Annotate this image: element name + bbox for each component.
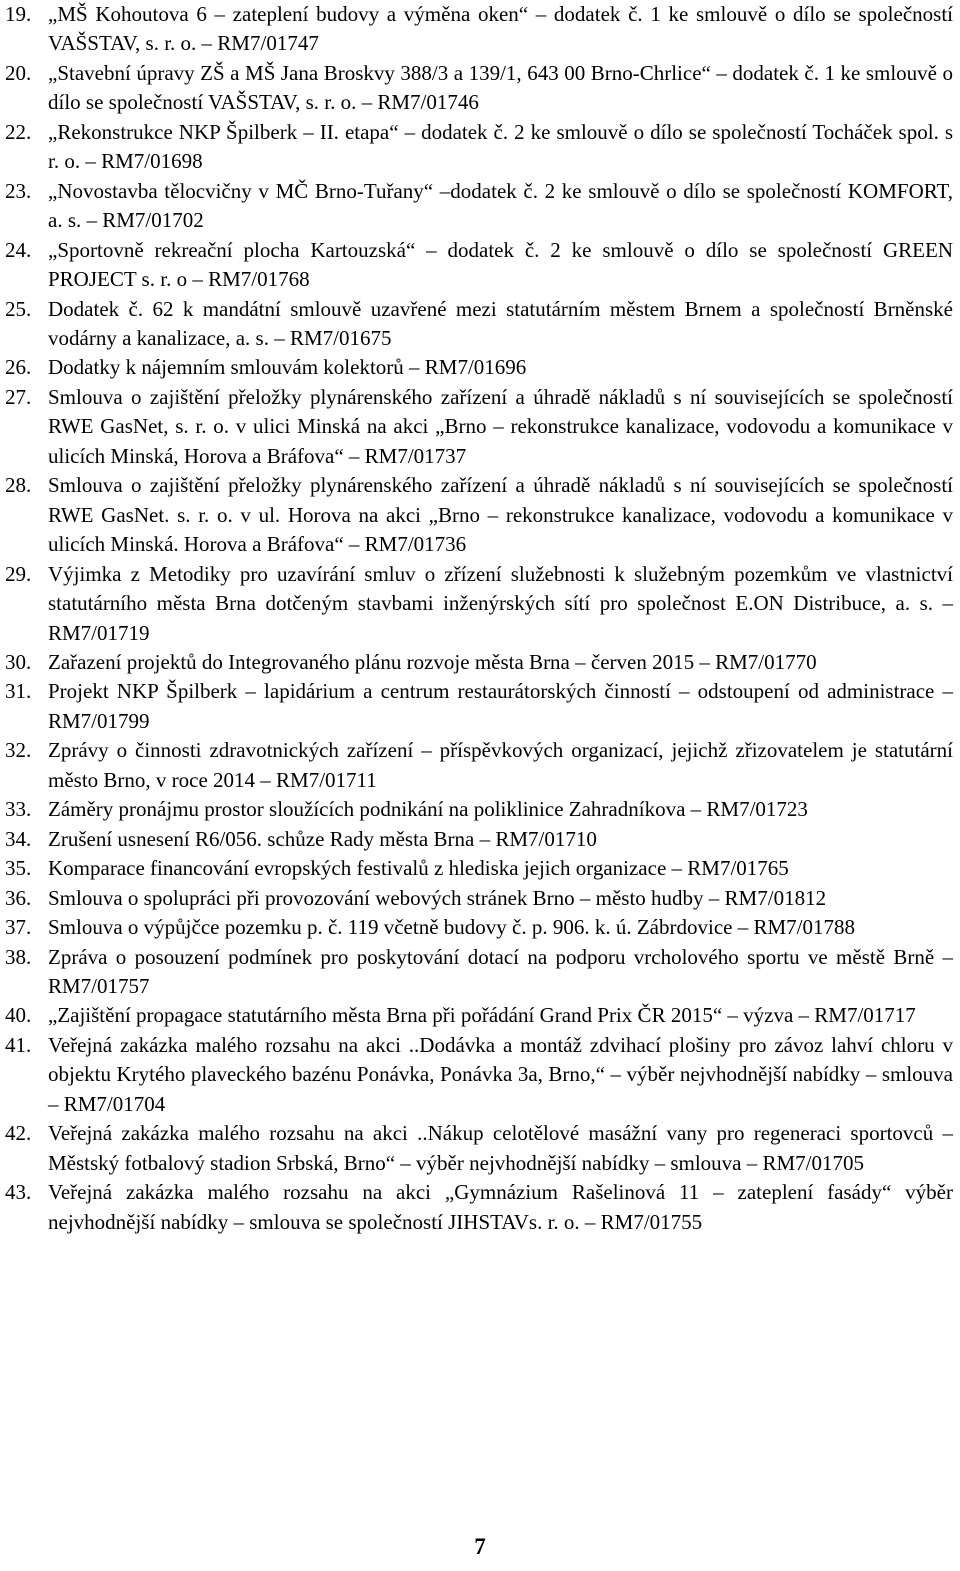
item-number: 33. [5, 797, 32, 822]
agenda-item-29 [0, 560, 953, 648]
item-number: 38. [5, 944, 32, 969]
item-number: 26. [5, 355, 32, 380]
item-text: „MŠ Kohoutova 6 – zateplení budovy a výměna oken“ – dodatek č. 1 ke smlouvě o dílo se společností VAŠSTAV, s. r. o. – RM7/01747 [48, 2, 953, 56]
item-number: 31. [5, 679, 32, 704]
agenda-item-37 [0, 913, 953, 942]
agenda-item-43 [0, 1178, 953, 1237]
item-number: 32. [5, 738, 32, 763]
item-number: 28. [5, 473, 32, 498]
agenda-item-34 [0, 825, 953, 854]
item-text: „Zajištění propagace statutárního města Brna při pořádání Grand Prix ČR 2015“ – výzva – RM7/01717 [48, 1003, 916, 1028]
item-number: 43. [5, 1180, 32, 1205]
agenda-item-26 [0, 353, 953, 382]
item-text: Záměry pronájmu prostor sloužících podnikání na poliklinice Zahradníkova – RM7/01723 [48, 797, 808, 822]
item-text: Dodatky k nájemním smlouvám kolektorů – RM7/01696 [48, 355, 527, 380]
agenda-item-32 [0, 736, 953, 795]
item-number: 42. [5, 1121, 32, 1146]
item-text: „Rekonstrukce NKP Špilberk – II. etapa“ – dodatek č. 2 ke smlouvě o dílo se společností Tocháček spol. s r. o. – RM7/01698 [48, 119, 953, 174]
agenda-item-40 [0, 1001, 953, 1030]
item-number: 34. [5, 826, 32, 851]
item-text: Smlouva o zajištění přeložky plynárenského zařízení a úhradě nákladů s ní souvisejících se společností RWE GasNet. s. r. o. v ul. Horova na akci „Brno – rekonstrukce kanalizace, vodovodu a komunikace v ulicích Minská. Horova a Bráfova“ – RM7/01736 [48, 473, 953, 557]
item-number: 40. [5, 1003, 32, 1028]
item-number: 35. [5, 856, 32, 881]
item-text: Smlouva o spolupráci při provozování webových stránek Brno – město hudby – RM7/01812 [48, 885, 827, 910]
item-text: Smlouva o výpůjčce pozemku p. č. 119 včetně budovy č. p. 906. k. ú. Zábrdovice – RM7/01788 [48, 915, 855, 940]
item-text: Smlouva o zajištění přeložky plynárenského zařízení a úhradě nákladů s ní souvisejících se společností RWE GasNet, s. r. o. v ulici Minská na akci „Brno – rekonstrukce kanalizace, vodovodu a komunikace v ulicích Minská, Horova a Bráfova“ – RM7/01737 [48, 384, 953, 468]
item-number: 37. [5, 915, 32, 940]
agenda-item-22 [0, 118, 953, 177]
agenda-item-24 [0, 236, 953, 295]
item-text: Veřejná zakázka malého rozsahu na akci ..Dodávka a montáž zdvihací plošiny pro závoz lahví chloru v objektu Krytého plaveckého bazénu Ponávka, Ponávka 3a, Brno,“ – výběr nejvhodnější nabídky – smlouva – RM7/01704 [48, 1032, 953, 1116]
item-number: 36. [5, 885, 32, 910]
item-number: 29. [5, 561, 32, 586]
item-text: „Novostavba tělocvičny v MČ Brno-Tuřany“ –dodatek č. 2 ke smlouvě o dílo se společností KOMFORT, a. s. – RM7/01702 [48, 178, 953, 233]
item-number: 41. [5, 1032, 32, 1057]
agenda-item-35 [0, 854, 953, 883]
item-text: „Sportovně rekreační plocha Kartouzská“ – dodatek č. 2 ke smlouvě o dílo se společností GREEN PROJECT s. r. o – RM7/01768 [48, 237, 953, 292]
item-number: 20. [5, 60, 32, 85]
agenda-item-19 [0, 0, 953, 59]
agenda-item-30 [0, 648, 953, 677]
item-text: Komparace financování evropských festivalů z hlediska jejich organizace – RM7/01765 [48, 856, 789, 881]
agenda-item-25 [0, 295, 953, 354]
item-text: Dodatek č. 62 k mandátní smlouvě uzavřené mezi statutárním městem Brnem a společností Brněnské vodárny a kanalizace, a. s. – RM7/01675 [48, 296, 953, 350]
item-text: Zprávy o činnosti zdravotnických zařízení – příspěvkových organizací, jejichž zřizovatelem je statutární město Brno, v roce 2014 – RM7/01711 [48, 738, 953, 792]
item-text: Zařazení projektů do Integrovaného plánu rozvoje města Brna – červen 2015 – RM7/01770 [48, 649, 817, 674]
item-number: 27. [5, 384, 32, 409]
item-text: Projekt NKP Špilberk – lapidárium a centrum restaurátorských činností – odstoupení od administrace – RM7/01799 [48, 679, 953, 733]
item-text: Výjimka z Metodiky pro uzavírání smluv o zřízení služebnosti k služebným pozemkům ve vlastnictví statutárního města Brna dotčeným stavbami inženýrských sítí pro společnost E.ON Distribuce, a. s. – RM7/01719 [48, 561, 953, 645]
agenda-item-23 [0, 177, 953, 236]
item-number: 30. [5, 649, 32, 674]
item-text: Veřejná zakázka malého rozsahu na akci ..Nákup celotělové masážní vany pro regeneraci sportovců – Městský fotbalový stadion Srbská, Brno“ – výběr nejvhodnější nabídky – smlouva – RM7/01705 [48, 1121, 953, 1175]
agenda-item-27 [0, 383, 953, 471]
item-text: Zpráva o posouzení podmínek pro poskytování dotací na podporu vrcholového sportu ve městě Brně – RM7/01757 [48, 944, 953, 998]
item-number: 19. [5, 2, 32, 26]
agenda-item-41 [0, 1031, 953, 1119]
item-text: Veřejná zakázka malého rozsahu na akci „Gymnázium Rašelinová 11 – zateplení fasády“ výběr nejvhodnější nabídky – smlouva se společností JIHSTAVs. r. o. – RM7/01755 [48, 1180, 953, 1234]
item-text: „Stavební úpravy ZŠ a MŠ Jana Broskvy 388/3 a 139/1, 643 00 Brno-Chrlice“ – dodatek č. 1 ke smlouvě o dílo se společností VAŠSTAV, s. r. o. – RM7/01746 [48, 60, 953, 115]
agenda-item-31 [0, 677, 953, 736]
agenda-item-42 [0, 1119, 953, 1178]
item-number: 25. [5, 296, 32, 321]
item-number: 23. [5, 178, 32, 203]
item-text: Zrušení usnesení R6/056. schůze Rady města Brna – RM7/01710 [48, 826, 597, 851]
agenda-item-28 [0, 471, 953, 559]
agenda-item-36 [0, 884, 953, 913]
agenda-item-20 [0, 59, 953, 118]
item-number: 24. [5, 237, 32, 262]
page-number: 7 [474, 1534, 486, 1559]
item-number: 22. [5, 119, 32, 144]
agenda-item-38 [0, 943, 953, 1002]
agenda-item-33 [0, 795, 953, 824]
